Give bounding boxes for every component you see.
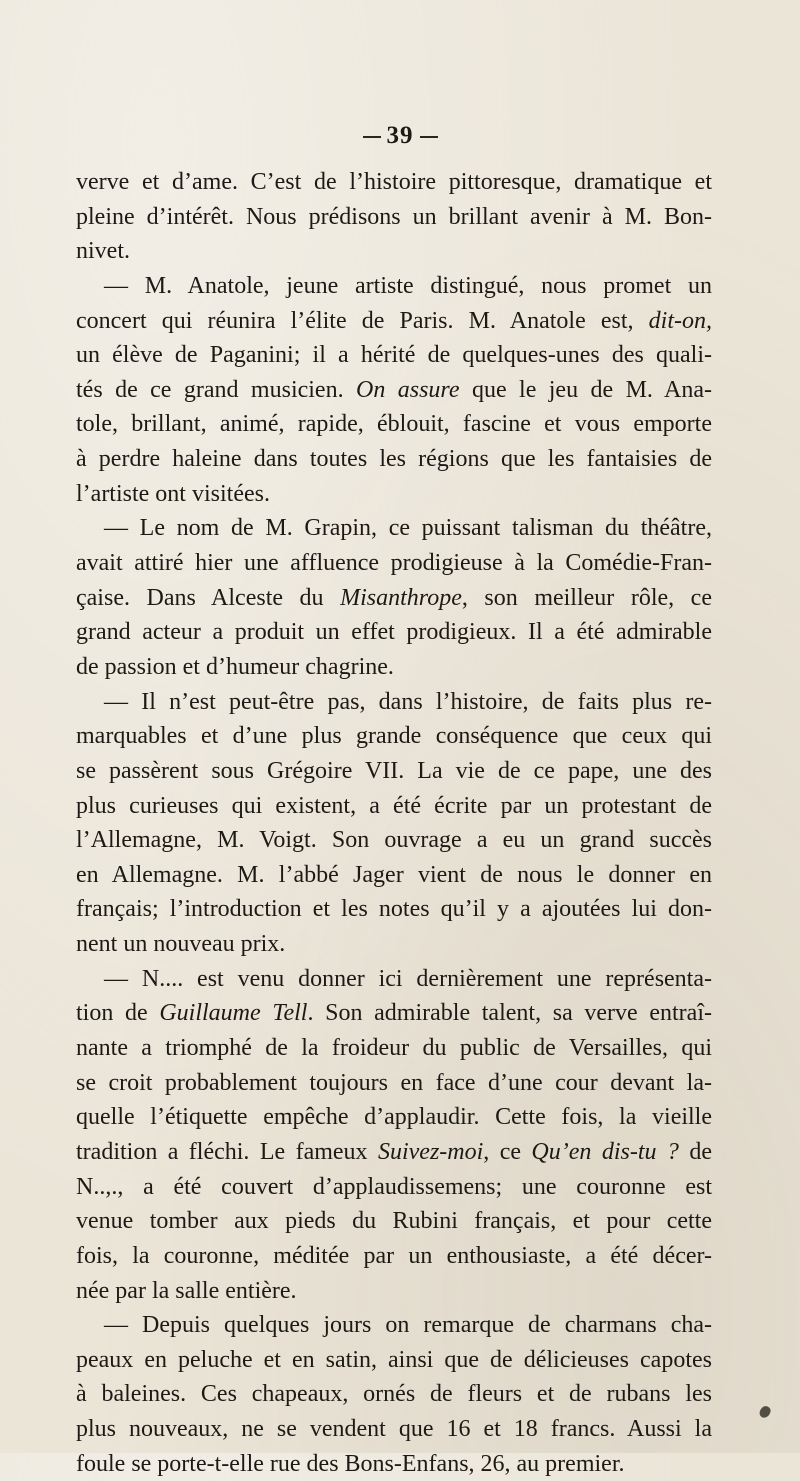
line-text: — M. Anatole, jeune artiste distingué, nous promet un	[104, 272, 712, 299]
text-line	[76, 650, 712, 685]
italic-title: On assure	[356, 376, 460, 403]
line-text: . Son admirable talent, sa verve entraî-	[307, 1000, 712, 1027]
line-text: çaise. Dans Alceste du	[76, 584, 341, 611]
line-text: avait attiré hier une affluence prodigieuse à la Comédie-Fran-	[76, 550, 712, 577]
line-text: nivet.	[76, 238, 130, 265]
text-line	[76, 1170, 712, 1205]
text-line	[76, 407, 712, 442]
line-text: plus nouveaux, ne se vendent que 16 et 18 francs. Aussi la	[76, 1416, 712, 1443]
text-line	[76, 1377, 712, 1412]
line-text: , son meilleur rôle, ce	[461, 584, 712, 611]
line-text: l’Allemagne, M. Voigt. Son ouvrage a eu un grand succès	[76, 827, 712, 854]
line-text: N..,., a été couvert d’applaudissemens; une couronne est	[76, 1173, 712, 1200]
line-text: de passion et d’humeur chagrine.	[76, 653, 394, 680]
line-text: — Le nom de M. Grapin, ce puissant talisman du théâtre,	[104, 515, 712, 542]
text-line	[76, 1135, 712, 1170]
italic-title: Suivez-moi	[377, 1138, 484, 1165]
line-text: à perdre haleine dans toutes les régions que les fantaisies de	[76, 446, 712, 473]
line-text: verve et d’ame. C’est de l’histoire pittoresque, dramatique et	[76, 169, 712, 195]
text-line	[76, 1066, 712, 1101]
line-text: nante a triomphé de la froideur du public de Versailles, qui	[76, 1035, 712, 1062]
ink-smudge-mark	[758, 1404, 772, 1419]
text-line	[76, 165, 712, 200]
line-text: venue tomber aux pieds du Rubini français, et pour cette	[76, 1208, 712, 1235]
text-line	[76, 892, 712, 927]
line-text: quelle l’étiquette empêche d’applaudir. Cette fois, la vieille	[76, 1104, 712, 1131]
line-text: concert qui réunira l’élite de Paris. M. Anatole est,	[76, 307, 649, 334]
text-line	[76, 1447, 712, 1481]
line-text: tole, brillant, animé, rapide, éblouit, fascine et vous emporte	[76, 411, 712, 438]
left-dash-ornament	[363, 136, 381, 138]
line-text: se passèrent sous Grégoire VII. La vie de ce pape, une des	[76, 757, 712, 784]
text-line	[76, 546, 712, 581]
italic-title: Qu’en dis-tu ?	[531, 1138, 679, 1165]
text-line	[76, 996, 712, 1031]
text-line	[76, 962, 712, 997]
text-line	[76, 823, 712, 858]
line-text: se croit probablement toujours en face d’une cour devant la-	[76, 1069, 712, 1096]
line-text: , ce	[483, 1138, 532, 1165]
text-line	[76, 338, 712, 373]
line-text: tés de ce grand musicien.	[76, 376, 356, 403]
line-text: l’artiste ont visitées.	[76, 480, 270, 507]
italic-title: dit-on,	[648, 307, 712, 334]
text-line	[76, 615, 712, 650]
text-line	[76, 1239, 712, 1274]
line-text: en Allemagne. M. l’abbé Jager vient de nous le donner en	[76, 861, 712, 888]
text-line	[76, 1343, 712, 1378]
text-line	[76, 1412, 712, 1447]
text-line	[76, 200, 712, 235]
line-text: — N.... est venu donner ici dernièrement une représenta-	[104, 965, 712, 992]
text-line	[76, 1031, 712, 1066]
line-text: tion de	[76, 1000, 160, 1027]
text-line	[76, 477, 712, 512]
text-line	[76, 269, 712, 304]
line-text: plus curieuses qui existent, a été écrite par un protestant de	[76, 792, 712, 819]
body-text	[76, 165, 712, 1481]
line-text: marquables et d’une plus grande conséquence que ceux qui	[76, 723, 712, 750]
line-text: grand acteur a produit un effet prodigieux. Il a été admirable	[76, 619, 712, 646]
text-line	[76, 1308, 712, 1343]
line-text: un élève de Paganini; il a hérité de quelques-unes des quali-	[76, 342, 712, 369]
line-text: née par la salle entière.	[76, 1277, 297, 1304]
right-dash-ornament	[420, 136, 438, 138]
text-line	[76, 1274, 712, 1309]
line-text: que le jeu de M. Ana-	[459, 376, 712, 403]
line-text: de	[678, 1138, 712, 1165]
text-line	[76, 685, 712, 720]
line-text: fois, la couronne, méditée par un enthousiaste, a été décer-	[76, 1242, 712, 1269]
line-text: — Depuis quelques jours on remarque de charmans cha-	[104, 1312, 712, 1339]
text-line	[76, 511, 712, 546]
text-line	[76, 373, 712, 408]
line-text: peaux en peluche et en satin, ainsi que de délicieuses capotes	[76, 1346, 712, 1373]
italic-title: Misanthrope	[340, 584, 462, 611]
text-line	[76, 719, 712, 754]
line-text: nent un nouveau prix.	[76, 931, 286, 958]
line-text: — Il n’est peut-être pas, dans l’histoire, de faits plus re-	[104, 688, 712, 715]
line-text: tradition a fléchi. Le fameux	[76, 1138, 378, 1165]
italic-title: Guillaume Tell	[159, 1000, 308, 1027]
text-line	[76, 1204, 712, 1239]
line-text: français; l’introduction et les notes qu’il y a ajoutées lui don-	[76, 896, 712, 923]
text-line	[76, 1100, 712, 1135]
text-line	[76, 927, 712, 962]
page-number-text: 39	[386, 122, 414, 149]
page-number	[0, 122, 800, 150]
line-text: pleine d’intérêt. Nous prédisons un brillant avenir à M. Bon-	[76, 203, 712, 230]
text-line	[76, 234, 712, 269]
text-line	[76, 754, 712, 789]
text-line	[76, 858, 712, 893]
line-text: à baleines. Ces chapeaux, ornés de fleurs et de rubans les	[76, 1381, 712, 1408]
text-line	[76, 442, 712, 477]
text-line	[76, 304, 712, 339]
text-line	[76, 789, 712, 824]
text-line	[76, 581, 712, 616]
line-text: foule se porte-t-elle rue des Bons-Enfans, 26, au premier.	[76, 1450, 625, 1477]
